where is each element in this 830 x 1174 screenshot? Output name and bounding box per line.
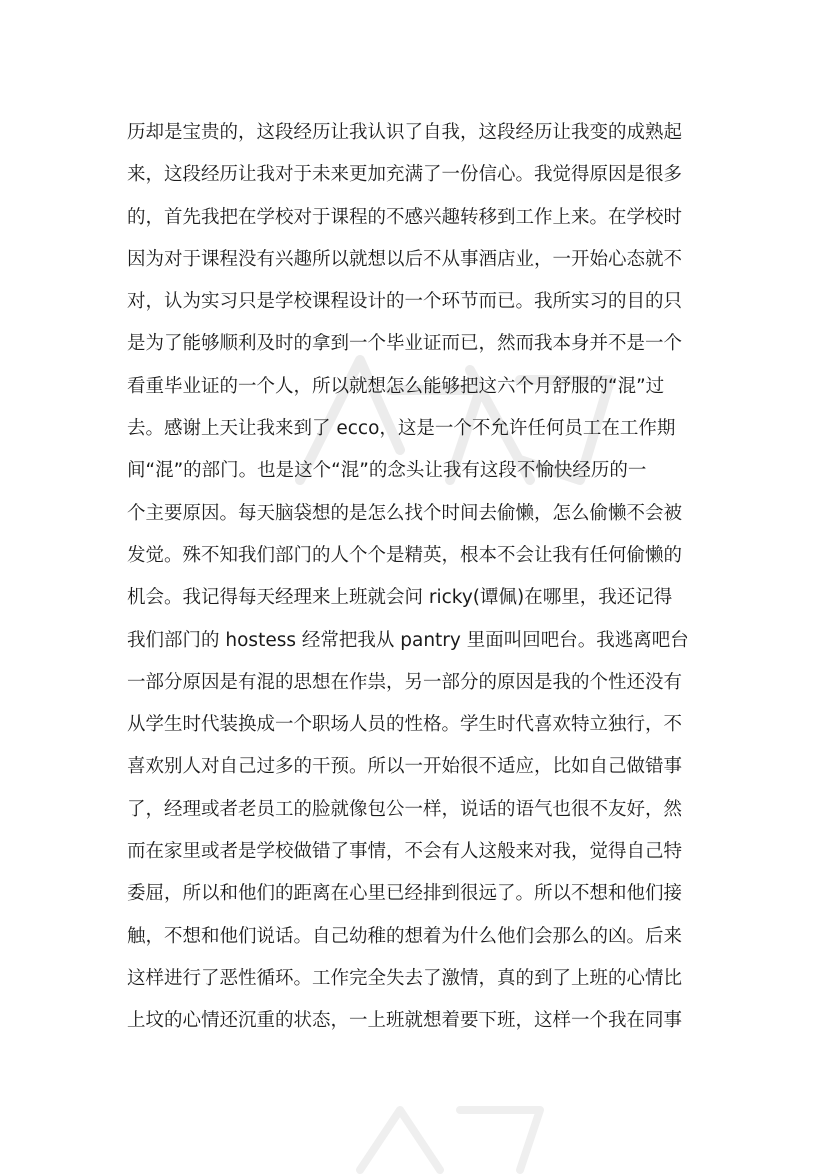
text-line: 对，认为实习只是学校课程设计的一个环节而已。我所实习的目的只 bbox=[127, 291, 683, 313]
text-line: 而在家里或者是学校做错了事情，不会有人这般来对我，觉得自己特 bbox=[127, 841, 683, 863]
text-line: 历却是宝贵的，这段经历让我认识了自我，这段经历让我变的成熟起 bbox=[127, 122, 683, 143]
text-line: 来，这段经历让我对于未来更加充满了一份信心。我觉得原因是很多 bbox=[127, 164, 683, 186]
watermark-bottom bbox=[340, 1090, 580, 1174]
text-line: 发觉。殊不知我们部门的人个个是精英，根本不会让我有任何偷懒的 bbox=[127, 544, 683, 566]
text-line: 委屈，所以和他们的距离在心里已经排到很远了。所以不想和他们接 bbox=[127, 883, 683, 905]
text-line: 是为了能够顺利及时的拿到一个毕业证而已，然而我本身并不是一个 bbox=[127, 333, 683, 355]
text-line: 从学生时代装换成一个职场人员的性格。学生时代喜欢特立独行，不 bbox=[127, 714, 683, 736]
text-line: 去。感谢上天让我来到了 ecco，这是一个不允许任何员工在工作期 bbox=[127, 418, 676, 440]
text-line: 一部分原因是有混的思想在作祟，另一部分的原因是我的个性还没有 bbox=[127, 671, 683, 693]
text-line: 上坟的心情还沉重的状态，一上班就想着要下班，这样一个我在同事 bbox=[127, 1010, 683, 1032]
text-line: 个主要原因。每天脑袋想的是怎么找个时间去偷懒，怎么偷懒不会被 bbox=[127, 502, 683, 524]
text-line: 了，经理或者老员工的脸就像包公一样，说话的语气也很不友好，然 bbox=[127, 798, 683, 820]
text-line: 机会。我记得每天经理来上班就会问 ricky(谭佩)在哪里，我还记得 bbox=[127, 587, 673, 609]
body-text bbox=[127, 112, 707, 1043]
text-line: 喜欢别人对自己过多的干预。所以一开始很不适应，比如自己做错事 bbox=[127, 756, 683, 778]
text-line: 看重毕业证的一个人，所以就想怎么能够把这六个月舒服的“混”过 bbox=[127, 375, 665, 397]
text-line: 因为对于课程没有兴趣所以就想以后不从事酒店业，一开始心态就不 bbox=[127, 248, 683, 270]
text-line: 这样进行了恶性循环。工作完全失去了激情，真的到了上班的心情比 bbox=[127, 967, 683, 989]
text-line: 间“混”的部门。也是这个“混”的念头让我有这段不愉快经历的一 bbox=[127, 460, 647, 482]
text-line: 触，不想和他们说话。自己幼稚的想着为什么他们会那么的凶。后来 bbox=[127, 925, 683, 947]
text-line: 我们部门的 hostess 经常把我从 pantry 里面叫回吧台。我逃离吧台 bbox=[127, 629, 689, 651]
text-line: 的，首先我把在学校对于课程的不感兴趣转移到工作上来。在学校时 bbox=[127, 206, 683, 228]
